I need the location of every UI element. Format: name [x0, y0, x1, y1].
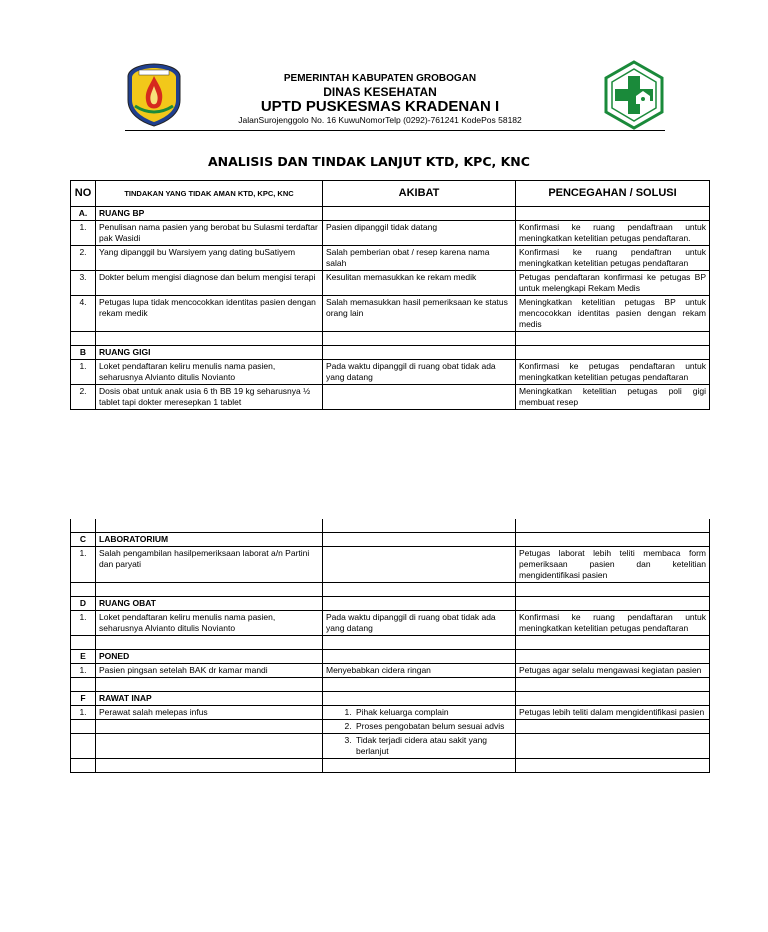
document-title: ANALISIS DAN TINDAK LANJUT KTD, KPC, KNC	[208, 154, 530, 169]
section-name: RUANG BP	[96, 207, 323, 221]
blank-row	[71, 519, 710, 533]
akibat-cell	[323, 385, 516, 410]
col-header-pencegahan: PENCEGAHAN / SOLUSI	[516, 181, 710, 207]
akibat-cell	[323, 720, 516, 734]
regency-emblem-logo	[125, 62, 183, 128]
section-row	[71, 692, 710, 706]
section-code: D	[71, 597, 96, 611]
akibat-cell	[323, 734, 516, 759]
table-row	[71, 706, 710, 720]
section-row	[71, 533, 710, 547]
akibat-list-item: 3. Tidak terjadi cidera atau sakit yang berlanjut	[354, 735, 512, 757]
section-code: C	[71, 533, 96, 547]
section-code: B	[71, 346, 96, 360]
table-row	[71, 547, 710, 583]
analysis-table-part-1	[70, 180, 710, 410]
tindakan-cell: Dosis obat untuk anak usia 6 th BB 19 kg seharusnya ½ tablet tapi dokter meresepkan 1 tablet	[96, 385, 323, 410]
blank-row	[71, 332, 710, 346]
table-row	[71, 734, 710, 759]
solusi-cell: Konfirmasi ke ruang pendaftran untuk meningkatkan ketelitian petugas pendaftaran	[516, 246, 710, 271]
row-number: 1.	[71, 706, 96, 720]
solusi-cell: Petugas pendaftaran konfirmasi ke petugas BP untuk melengkapi Rekam Medis	[516, 271, 710, 296]
col-header-no: NO	[71, 181, 96, 207]
header-institution: UPTD PUSKESMAS KRADENAN I	[260, 98, 500, 115]
section-name: LABORATORIUM	[96, 533, 323, 547]
section-name: RAWAT INAP	[96, 692, 323, 706]
row-number: 1.	[71, 547, 96, 583]
solusi-cell: Petugas laborat lebih teliti membaca form pemeriksaan pasien dan ketelitian mengidentifikasi pasien	[516, 547, 710, 583]
solusi-cell: Petugas lebih teliti dalam mengidentifikasi pasien	[516, 706, 710, 720]
akibat-cell: Kesulitan memasukkan ke rekam medik	[323, 271, 516, 296]
section-row	[71, 207, 710, 221]
puskesmas-logo	[603, 60, 665, 130]
row-number: 1.	[71, 360, 96, 385]
blank-row	[71, 759, 710, 773]
header-department: DINAS KESEHATAN	[323, 85, 437, 99]
akibat-cell: Salah pemberian obat / resep karena nama salah	[323, 246, 516, 271]
section-row	[71, 597, 710, 611]
akibat-cell: Pasien dipanggil tidak datang	[323, 221, 516, 246]
akibat-cell: Menyebabkan cidera ringan	[323, 664, 516, 678]
section-name: RUANG OBAT	[96, 597, 323, 611]
section-row	[71, 346, 710, 360]
blank-row	[71, 583, 710, 597]
header-divider	[125, 130, 665, 131]
tindakan-cell: Dokter belum mengisi diagnose dan belum mengisi terapi	[96, 271, 323, 296]
tindakan-cell: Loket pendaftaran keliru menulis nama pasien, seharusnya Alvianto ditulis Novianto	[96, 360, 323, 385]
table-row	[71, 221, 710, 246]
akibat-cell	[323, 706, 516, 720]
row-number: 2.	[71, 246, 96, 271]
section-name: PONED	[96, 650, 323, 664]
row-number: 2.	[71, 385, 96, 410]
table-row	[71, 271, 710, 296]
table-row	[71, 664, 710, 678]
akibat-cell: Salah memasukkan hasil pemeriksaan ke status orang lain	[323, 296, 516, 332]
akibat-cell: Pada waktu dipanggil di ruang obat tidak ada yang datang	[323, 611, 516, 636]
section-name: RUANG GIGI	[96, 346, 323, 360]
table-header-row	[71, 181, 710, 207]
tindakan-cell: Yang dipanggil bu Warsiyem yang dating buSatiyem	[96, 246, 323, 271]
row-number: 1.	[71, 221, 96, 246]
akibat-list-item: 2. Proses pengobatan belum sesuai advis	[354, 721, 512, 732]
tindakan-cell: Pasien pingsan setelah BAK dr kamar mandi	[96, 664, 323, 678]
akibat-cell	[323, 547, 516, 583]
table-row	[71, 611, 710, 636]
tindakan-cell: Petugas lupa tidak mencocokkan identitas pasien dengan rekam medik	[96, 296, 323, 332]
tindakan-cell: Loket pendaftaran keliru menulis nama pasien, seharusnya Alvianto ditulis Novianto	[96, 611, 323, 636]
table-row	[71, 720, 710, 734]
akibat-list-item: 1. Pihak keluarga complain	[354, 707, 512, 718]
analysis-table-part-2	[70, 519, 710, 773]
header-address: JalanSurojenggolo No. 16 KuwuNomorTelp (0292)-761241 KodePos 58182	[238, 115, 522, 125]
blank-row	[71, 678, 710, 692]
col-header-akibat: AKIBAT	[323, 181, 516, 207]
section-row	[71, 650, 710, 664]
blank-row	[71, 636, 710, 650]
akibat-cell: Pada waktu dipanggil di ruang obat tidak ada yang datang	[323, 360, 516, 385]
table-row	[71, 296, 710, 332]
row-number: 1.	[71, 664, 96, 678]
tindakan-cell: Penulisan nama pasien yang berobat bu Sulasmi terdaftar pak Wasidi	[96, 221, 323, 246]
tindakan-cell: Salah pengambilan hasilpemeriksaan laborat a/n Partini dan paryati	[96, 547, 323, 583]
col-header-tindakan: TINDAKAN YANG TIDAK AMAN KTD, KPC, KNC	[96, 181, 323, 207]
header-government: PEMERINTAH KABUPATEN GROBOGAN	[283, 73, 477, 84]
tindakan-cell: Perawat salah melepas infus	[96, 706, 323, 720]
solusi-cell: Konfirmasi ke ruang pendaftaran untuk meningkatkan ketelitian petugas pendaftaran	[516, 611, 710, 636]
solusi-cell: Konfirmasi ke petugas pendaftaran untuk meningkatkan ketelitian petugas pendaftaran	[516, 360, 710, 385]
row-number: 1.	[71, 611, 96, 636]
table-row	[71, 385, 710, 410]
table-row	[71, 360, 710, 385]
row-number: 4.	[71, 296, 96, 332]
solusi-cell: Petugas agar selalu mengawasi kegiatan pasien	[516, 664, 710, 678]
row-number: 3.	[71, 271, 96, 296]
table-row	[71, 246, 710, 271]
solusi-cell: Meningkatkan ketelitian petugas poli gigi membuat resep	[516, 385, 710, 410]
section-code: E	[71, 650, 96, 664]
solusi-cell: Meningkatkan ketelitian petugas BP untuk mencocokkan identitas pasien dengan rekam medis	[516, 296, 710, 332]
section-code: F	[71, 692, 96, 706]
solusi-cell: Konfirmasi ke ruang pendaftraan untuk meningkatkan ketelitian petugas pendaftaran.	[516, 221, 710, 246]
section-code: A.	[71, 207, 96, 221]
